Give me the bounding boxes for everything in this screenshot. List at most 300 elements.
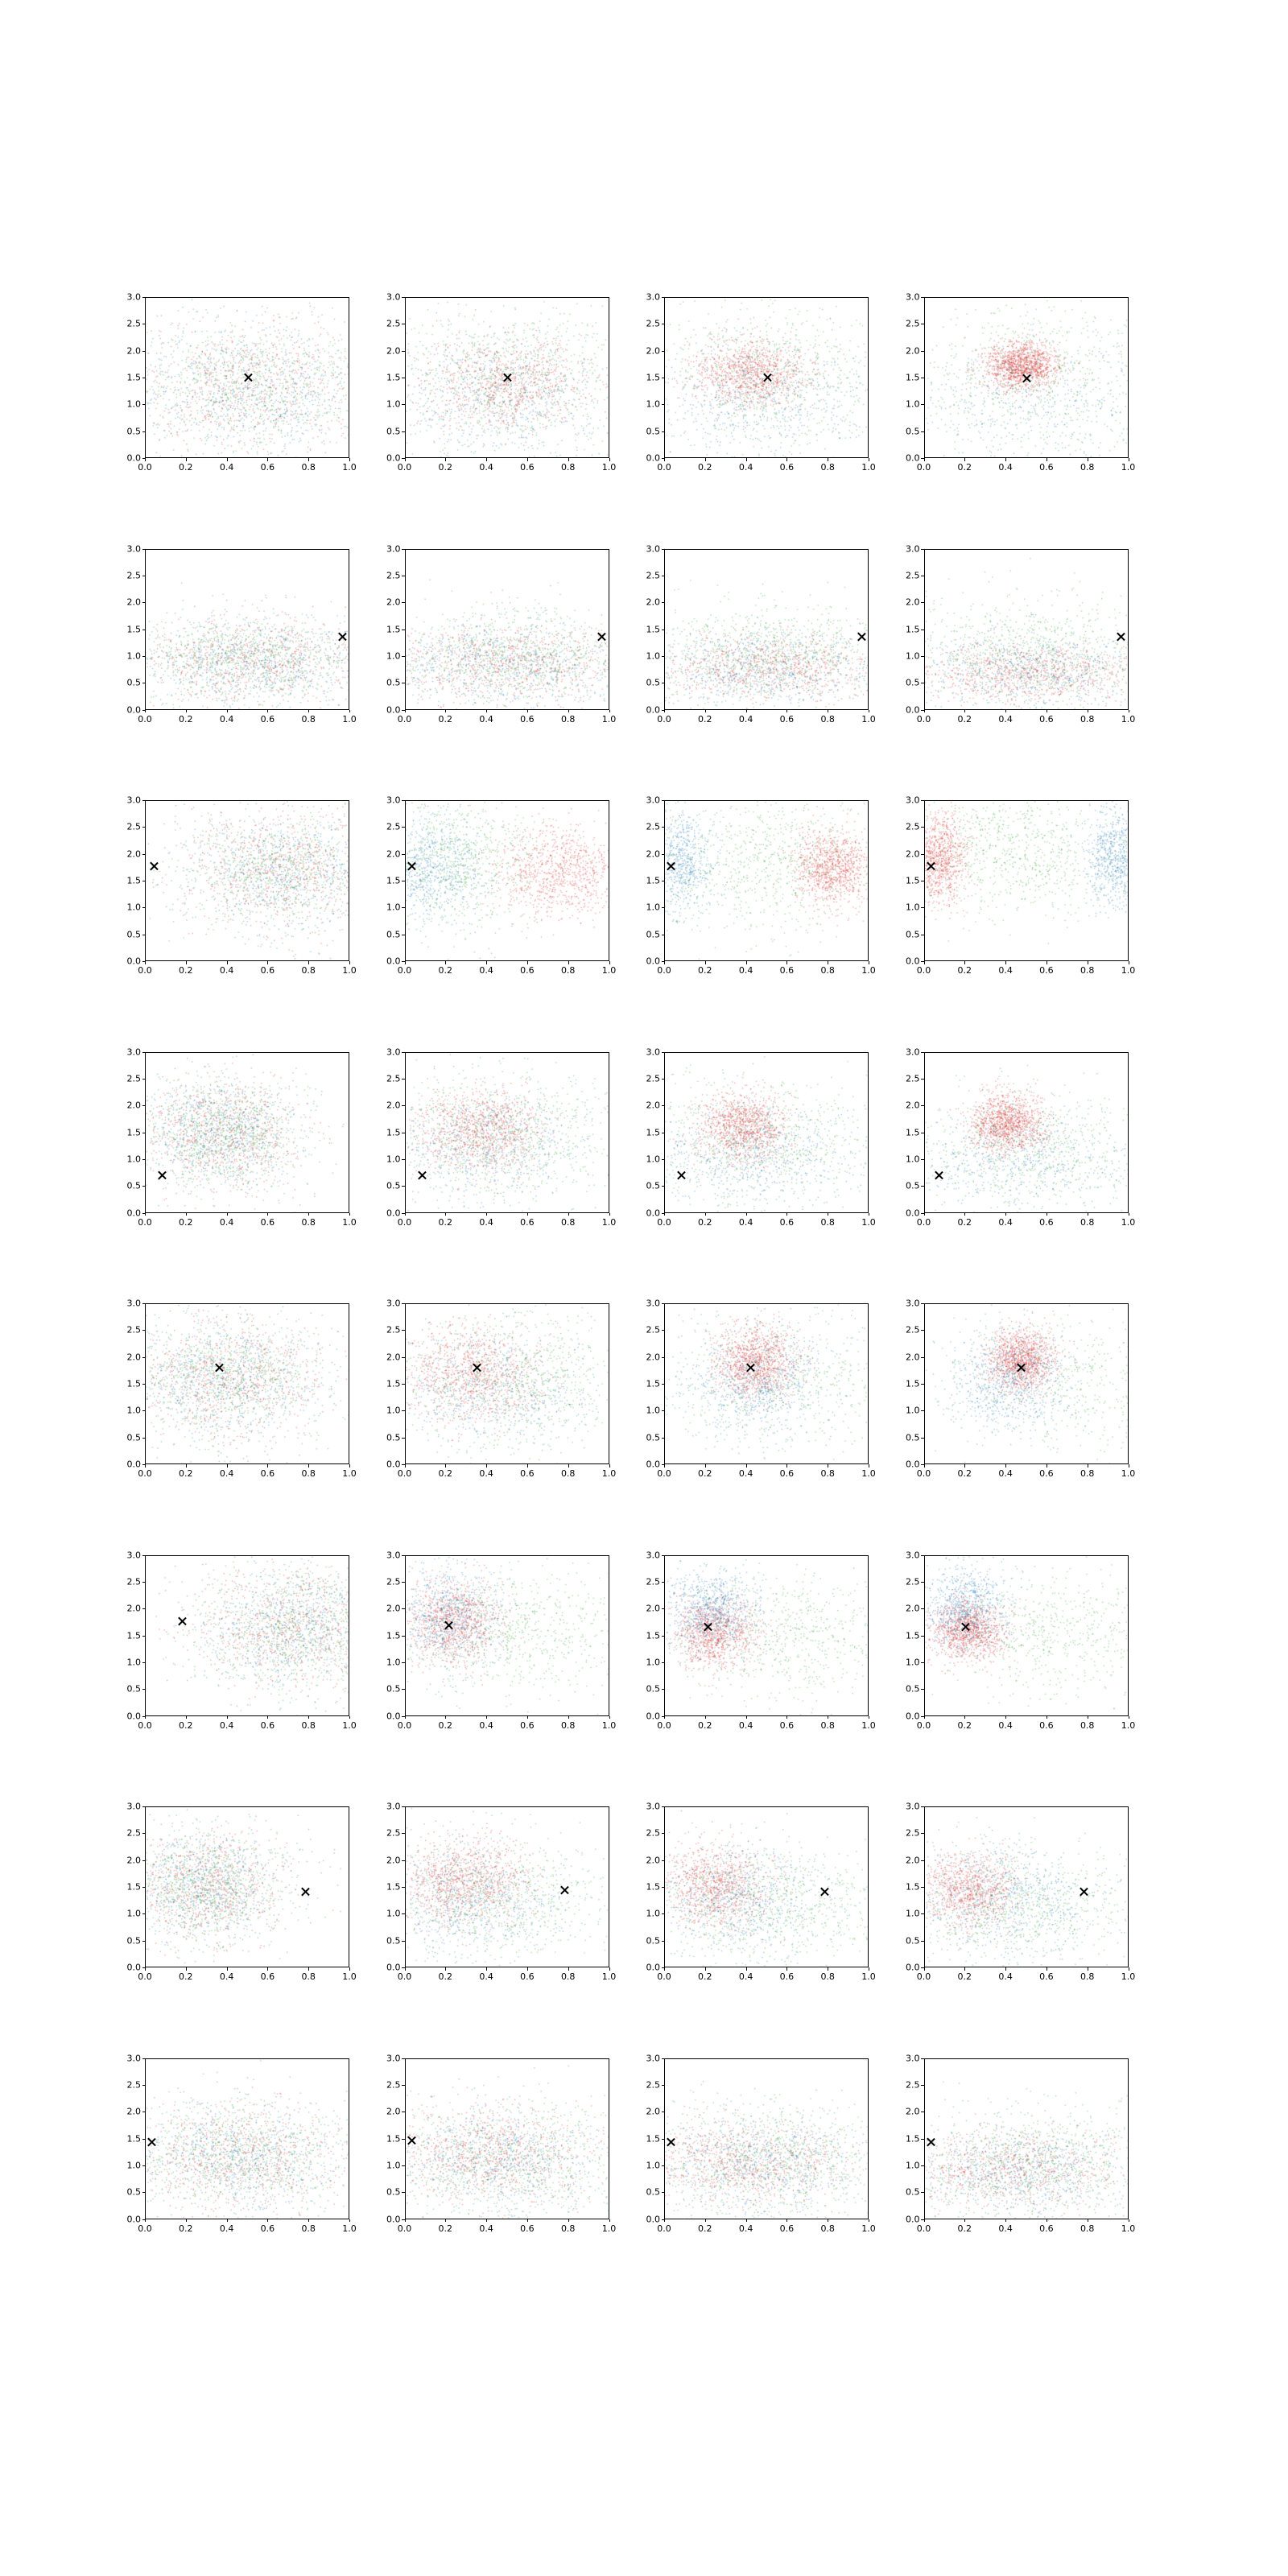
- x-tick-label: 0.0: [138, 1971, 152, 1982]
- y-tick-label: 2.5: [386, 2079, 401, 2091]
- x-tick-label: 0.0: [397, 1719, 412, 1731]
- x-tick-mark: [786, 961, 787, 964]
- y-tick-mark: [921, 351, 924, 352]
- x-tick-mark: [267, 2219, 268, 2223]
- x-tick-label: 0.6: [1039, 1216, 1054, 1228]
- y-tick-label: 1.0: [386, 650, 401, 662]
- y-tick-mark: [142, 351, 146, 352]
- x-tick-label: 1.0: [342, 1216, 357, 1228]
- y-tick-label: 0.5: [906, 929, 920, 940]
- y-tick-label: 1.0: [906, 902, 920, 913]
- x-tick-label: 0.6: [1039, 965, 1054, 976]
- y-tick-mark: [662, 1689, 665, 1690]
- x-tick-mark: [145, 1716, 146, 1719]
- x-tick-mark: [405, 1967, 406, 1971]
- x-tick-mark: [349, 2219, 350, 2223]
- y-tick-label: 2.0: [646, 1100, 660, 1111]
- y-tick-mark: [921, 1860, 924, 1861]
- y-tick-label: 1.0: [386, 902, 401, 913]
- y-tick-label: 2.5: [906, 821, 920, 832]
- x-tick-label: 1.0: [861, 462, 876, 473]
- y-tick-label: 0.5: [906, 1180, 920, 1191]
- x-tick-label: 0.6: [260, 713, 275, 724]
- y-tick-mark: [921, 656, 924, 657]
- y-tick-mark: [402, 1806, 405, 1807]
- y-tick-label: 1.0: [646, 1908, 660, 1919]
- y-tick-mark: [921, 1186, 924, 1187]
- y-tick-label: 1.0: [646, 1405, 660, 1416]
- x-tick-label: 0.4: [219, 1468, 234, 1479]
- y-tick-mark: [142, 1186, 146, 1187]
- scatter-panel[interactable]: [646, 2053, 876, 2234]
- x-tick-label: 0.6: [779, 965, 795, 976]
- scatter-points: [406, 2059, 609, 2219]
- y-tick-label: 1.5: [126, 875, 141, 886]
- x-tick-label: 0.4: [479, 713, 493, 724]
- x-tick-label: 0.0: [138, 1216, 152, 1228]
- scatter-points: [925, 1807, 1129, 1967]
- x-tick-label: 0.0: [397, 713, 412, 724]
- x-tick-label: 0.4: [738, 1719, 753, 1731]
- y-tick-mark: [662, 1860, 665, 1861]
- x-tick-label: 0.4: [738, 1468, 753, 1479]
- scatter-points: [665, 1053, 869, 1213]
- y-tick-label: 0.5: [126, 2186, 141, 2198]
- plot-area: [924, 1555, 1129, 1716]
- y-tick-label: 1.0: [386, 1657, 401, 1668]
- x-tick-label: 0.2: [438, 1468, 453, 1479]
- x-tick-label: 0.6: [779, 1468, 795, 1479]
- y-tick-mark: [142, 1887, 146, 1888]
- x-tick-label: 0.2: [179, 2223, 193, 2234]
- y-tick-mark: [402, 1357, 405, 1358]
- y-tick-label: 2.0: [646, 1855, 660, 1866]
- plot-area: [405, 800, 609, 961]
- plot-area: [145, 297, 349, 458]
- y-tick-label: 1.5: [646, 1127, 660, 1137]
- y-tick-label: 2.5: [646, 570, 660, 581]
- x-tick-label: 0.4: [479, 965, 493, 976]
- scatter-panel[interactable]: [126, 795, 357, 976]
- scatter-panel[interactable]: [386, 1801, 617, 1982]
- x-tick-mark: [227, 710, 228, 713]
- y-tick-mark: [402, 1662, 405, 1663]
- x-tick-label: 0.2: [438, 965, 453, 976]
- y-tick-label: 1.0: [126, 2160, 141, 2171]
- x-tick-label: 1.0: [861, 713, 876, 724]
- x-tick-label: 0.0: [397, 1216, 412, 1228]
- x-tick-label: 0.0: [916, 1216, 931, 1228]
- y-tick-mark: [662, 1833, 665, 1834]
- x-tick-mark: [445, 458, 446, 461]
- x-tick-mark: [486, 2219, 487, 2223]
- y-tick-label: 1.0: [386, 1908, 401, 1919]
- scatter-panel[interactable]: [126, 1046, 357, 1228]
- y-tick-mark: [402, 2058, 405, 2059]
- scatter-panel[interactable]: [386, 2053, 617, 2234]
- y-tick-mark: [662, 1608, 665, 1609]
- y-tick-label: 2.0: [126, 1603, 141, 1614]
- y-tick-label: 0.5: [386, 1432, 401, 1443]
- x-tick-label: 0.6: [520, 1719, 535, 1731]
- x-tick-label: 0.8: [820, 1216, 835, 1228]
- plot-area: [664, 1052, 869, 1213]
- y-tick-label: 2.5: [906, 318, 920, 329]
- scatter-panel[interactable]: [646, 1298, 876, 1479]
- scatter-points: [406, 550, 609, 710]
- y-tick-label: 0.0: [386, 1962, 401, 1973]
- y-tick-label: 3.0: [906, 543, 920, 554]
- y-tick-label: 2.0: [126, 1352, 141, 1363]
- y-tick-label: 2.0: [386, 1352, 401, 1363]
- x-tick-label: 0.4: [998, 1971, 1013, 1982]
- y-tick-label: 1.0: [386, 1405, 401, 1416]
- x-tick-mark: [227, 1464, 228, 1468]
- y-tick-mark: [662, 1582, 665, 1583]
- x-tick-mark: [1005, 1716, 1006, 1719]
- x-tick-mark: [527, 710, 528, 713]
- x-tick-label: 0.2: [698, 1216, 712, 1228]
- scatter-panel[interactable]: [646, 1550, 876, 1731]
- subplot-cell: [386, 286, 649, 538]
- scatter-points: [925, 2059, 1129, 2219]
- x-tick-label: 0.8: [1080, 1719, 1095, 1731]
- x-tick-mark: [964, 458, 965, 461]
- x-tick-label: 0.8: [820, 1468, 835, 1479]
- scatter-points: [406, 1556, 609, 1716]
- scatter-panel[interactable]: [386, 1046, 617, 1228]
- y-tick-label: 2.0: [906, 848, 920, 860]
- x-tick-label: 0.4: [479, 1468, 493, 1479]
- scatter-panel[interactable]: [386, 795, 617, 976]
- y-tick-label: 1.0: [906, 398, 920, 410]
- x-tick-mark: [664, 1716, 665, 1719]
- y-tick-label: 1.5: [646, 372, 660, 383]
- y-tick-label: 3.0: [386, 1046, 401, 1057]
- subplot-cell: [908, 789, 1168, 1041]
- scatter-panel[interactable]: [906, 291, 1136, 473]
- x-tick-label: 1.0: [342, 1719, 357, 1731]
- scatter-panel[interactable]: [126, 1801, 357, 1982]
- y-tick-label: 3.0: [126, 291, 141, 303]
- scatter-panel[interactable]: [906, 1801, 1136, 1982]
- scatter-panel[interactable]: [386, 291, 617, 473]
- y-tick-label: 2.0: [126, 1855, 141, 1866]
- y-tick-label: 2.5: [646, 821, 660, 832]
- y-tick-label: 2.5: [126, 2079, 141, 2091]
- x-tick-label: 0.6: [260, 1216, 275, 1228]
- y-tick-label: 2.5: [646, 1827, 660, 1839]
- y-tick-mark: [402, 1913, 405, 1914]
- scatter-panel[interactable]: [386, 543, 617, 724]
- y-tick-mark: [662, 1186, 665, 1187]
- y-tick-label: 0.5: [126, 929, 141, 940]
- y-tick-label: 1.5: [906, 372, 920, 383]
- x-tick-label: 0.4: [219, 1719, 234, 1731]
- x-tick-mark: [1005, 458, 1006, 461]
- x-tick-mark: [145, 2219, 146, 2223]
- y-tick-mark: [662, 2165, 665, 2166]
- x-tick-label: 0.0: [916, 462, 931, 473]
- y-tick-mark: [402, 1384, 405, 1385]
- x-tick-label: 0.4: [219, 2223, 234, 2234]
- x-tick-mark: [227, 961, 228, 964]
- y-tick-mark: [142, 1913, 146, 1914]
- x-tick-label: 0.0: [916, 1971, 931, 1982]
- x-tick-label: 0.8: [301, 1719, 316, 1731]
- scatter-panel[interactable]: [906, 795, 1136, 976]
- x-tick-mark: [349, 961, 350, 964]
- y-tick-mark: [402, 1689, 405, 1690]
- plot-area: [664, 1806, 869, 1967]
- x-tick-mark: [568, 1716, 569, 1719]
- y-tick-label: 0.5: [906, 2186, 920, 2198]
- plot-area: [405, 1052, 609, 1213]
- x-tick-mark: [349, 458, 350, 461]
- x-tick-label: 0.8: [1080, 965, 1095, 976]
- x-tick-label: 1.0: [601, 462, 617, 473]
- x-tick-label: 0.4: [998, 2223, 1013, 2234]
- x-tick-mark: [349, 710, 350, 713]
- y-tick-mark: [402, 2139, 405, 2140]
- scatter-panel[interactable]: [646, 291, 876, 473]
- x-tick-label: 0.8: [820, 1719, 835, 1731]
- scatter-panel[interactable]: [906, 543, 1136, 724]
- y-tick-label: 0.0: [906, 704, 920, 715]
- scatter-points: [406, 298, 609, 458]
- scatter-panel[interactable]: [646, 1801, 876, 1982]
- y-tick-mark: [142, 549, 146, 550]
- scatter-panel[interactable]: [126, 1298, 357, 1479]
- y-tick-label: 2.5: [646, 1073, 660, 1084]
- x-tick-label: 0.2: [957, 713, 972, 724]
- x-tick-mark: [186, 961, 187, 964]
- y-tick-label: 3.0: [126, 1046, 141, 1057]
- y-tick-mark: [921, 1438, 924, 1439]
- x-tick-label: 0.6: [779, 1216, 795, 1228]
- y-tick-label: 0.0: [646, 1459, 660, 1470]
- y-tick-mark: [921, 1330, 924, 1331]
- y-tick-label: 0.5: [646, 677, 660, 688]
- y-tick-label: 3.0: [126, 1298, 141, 1309]
- scatter-points: [146, 1304, 349, 1464]
- y-tick-mark: [921, 1555, 924, 1556]
- y-tick-mark: [142, 907, 146, 908]
- y-tick-label: 1.0: [646, 2160, 660, 2171]
- x-tick-label: 1.0: [1121, 1216, 1136, 1228]
- x-tick-label: 0.8: [301, 1468, 316, 1479]
- x-tick-mark: [267, 1967, 268, 1971]
- x-tick-mark: [486, 710, 487, 713]
- x-tick-mark: [145, 961, 146, 964]
- x-tick-label: 0.4: [219, 1971, 234, 1982]
- x-tick-label: 0.0: [916, 965, 931, 976]
- y-tick-mark: [921, 602, 924, 603]
- y-tick-label: 1.5: [906, 1881, 920, 1893]
- scatter-panel[interactable]: [126, 1550, 357, 1731]
- x-tick-label: 1.0: [601, 1719, 617, 1731]
- x-tick-label: 0.6: [520, 2223, 535, 2234]
- x-tick-mark: [705, 1464, 706, 1468]
- y-tick-label: 2.0: [126, 1100, 141, 1111]
- plot-area: [145, 1806, 349, 1967]
- x-tick-mark: [527, 2219, 528, 2223]
- scatter-panel[interactable]: [126, 543, 357, 724]
- x-tick-label: 0.8: [1080, 1468, 1095, 1479]
- plot-area: [405, 1806, 609, 1967]
- x-tick-mark: [746, 1464, 747, 1468]
- y-tick-label: 0.0: [126, 956, 141, 967]
- x-tick-label: 0.4: [219, 1216, 234, 1228]
- scatter-panel[interactable]: [906, 1046, 1136, 1228]
- x-tick-mark: [527, 1464, 528, 1468]
- y-tick-mark: [142, 1689, 146, 1690]
- x-tick-mark: [664, 1213, 665, 1216]
- y-tick-mark: [142, 1608, 146, 1609]
- x-tick-mark: [1005, 2219, 1006, 2223]
- x-tick-label: 0.0: [657, 713, 671, 724]
- x-tick-label: 0.8: [1080, 462, 1095, 473]
- y-tick-mark: [142, 1806, 146, 1807]
- scatter-panel[interactable]: [646, 1046, 876, 1228]
- x-tick-label: 0.2: [179, 1719, 193, 1731]
- x-tick-label: 0.2: [957, 462, 972, 473]
- x-tick-label: 0.4: [738, 1971, 753, 1982]
- scatter-panel[interactable]: [646, 795, 876, 976]
- y-tick-mark: [662, 1357, 665, 1358]
- y-tick-mark: [662, 2058, 665, 2059]
- x-tick-label: 0.8: [820, 462, 835, 473]
- scatter-panel[interactable]: [906, 1550, 1136, 1731]
- y-tick-mark: [402, 404, 405, 405]
- x-tick-mark: [746, 2219, 747, 2223]
- y-tick-mark: [402, 1582, 405, 1583]
- x-tick-label: 0.2: [957, 1216, 972, 1228]
- x-tick-mark: [527, 961, 528, 964]
- subplot-cell: [908, 286, 1168, 538]
- x-tick-label: 0.2: [957, 2223, 972, 2234]
- x-tick-mark: [705, 1213, 706, 1216]
- x-tick-label: 0.6: [1039, 713, 1054, 724]
- y-tick-label: 0.5: [126, 1683, 141, 1695]
- scatter-points: [146, 1053, 349, 1213]
- y-tick-label: 3.0: [906, 291, 920, 303]
- x-tick-mark: [445, 1967, 446, 1971]
- y-tick-label: 2.5: [646, 1576, 660, 1587]
- x-tick-mark: [924, 961, 925, 964]
- y-tick-mark: [921, 1357, 924, 1358]
- x-tick-label: 1.0: [1121, 1971, 1136, 1982]
- x-tick-label: 0.0: [657, 965, 671, 976]
- x-tick-label: 0.8: [560, 1468, 576, 1479]
- x-tick-label: 0.4: [479, 1216, 493, 1228]
- y-tick-mark: [662, 1079, 665, 1080]
- y-tick-mark: [662, 1555, 665, 1556]
- y-tick-label: 2.0: [386, 345, 401, 357]
- subplot-cell: [126, 286, 389, 538]
- y-tick-mark: [402, 602, 405, 603]
- scatter-panel[interactable]: [646, 543, 876, 724]
- y-tick-label: 0.0: [386, 1459, 401, 1470]
- y-tick-label: 3.0: [906, 1046, 920, 1057]
- plot-area: [664, 549, 869, 710]
- x-tick-label: 0.2: [698, 462, 712, 473]
- subplot-cell: [648, 1292, 908, 1544]
- y-tick-label: 3.0: [906, 1550, 920, 1560]
- y-tick-mark: [142, 1303, 146, 1304]
- y-tick-label: 2.5: [126, 570, 141, 581]
- scatter-points: [665, 2059, 869, 2219]
- y-tick-mark: [402, 1159, 405, 1160]
- y-tick-label: 0.5: [646, 1180, 660, 1191]
- x-tick-mark: [705, 2219, 706, 2223]
- x-tick-mark: [1046, 961, 1047, 964]
- y-tick-label: 1.5: [906, 1378, 920, 1389]
- y-tick-label: 2.0: [126, 345, 141, 357]
- scatter-panel[interactable]: [126, 2053, 357, 2234]
- x-tick-label: 0.0: [397, 965, 412, 976]
- x-tick-mark: [1046, 710, 1047, 713]
- x-tick-mark: [1046, 1213, 1047, 1216]
- scatter-panel[interactable]: [906, 1298, 1136, 1479]
- x-tick-mark: [186, 458, 187, 461]
- y-tick-label: 1.0: [126, 1657, 141, 1668]
- scatter-panel[interactable]: [386, 1298, 617, 1479]
- x-tick-label: 1.0: [342, 965, 357, 976]
- y-tick-mark: [402, 1105, 405, 1106]
- scatter-panel[interactable]: [126, 291, 357, 473]
- y-tick-label: 2.5: [646, 318, 660, 329]
- scatter-points: [665, 1304, 869, 1464]
- y-tick-label: 0.5: [386, 1683, 401, 1695]
- x-tick-mark: [924, 1716, 925, 1719]
- y-tick-label: 3.0: [126, 1550, 141, 1560]
- x-tick-label: 0.8: [560, 965, 576, 976]
- x-tick-label: 0.6: [779, 462, 795, 473]
- x-tick-mark: [445, 2219, 446, 2223]
- x-tick-label: 1.0: [1121, 2223, 1136, 2234]
- y-tick-label: 2.0: [386, 1100, 401, 1111]
- y-tick-label: 1.0: [906, 1154, 920, 1165]
- y-tick-mark: [921, 1384, 924, 1385]
- subplot-cell: [908, 2047, 1168, 2299]
- subplot-grid: [126, 286, 1167, 2298]
- x-tick-label: 0.4: [998, 965, 1013, 976]
- scatter-panel[interactable]: [906, 2053, 1136, 2234]
- x-tick-mark: [1005, 1213, 1006, 1216]
- scatter-points: [406, 1807, 609, 1967]
- x-tick-label: 0.6: [1039, 1468, 1054, 1479]
- plot-area: [924, 1806, 1129, 1967]
- y-tick-mark: [921, 297, 924, 298]
- y-tick-label: 1.5: [906, 1127, 920, 1137]
- x-tick-label: 0.0: [397, 1971, 412, 1982]
- x-tick-mark: [964, 1967, 965, 1971]
- x-tick-label: 0.4: [738, 2223, 753, 2234]
- y-tick-label: 2.0: [906, 1100, 920, 1111]
- x-tick-label: 0.8: [820, 965, 835, 976]
- y-tick-label: 0.0: [646, 956, 660, 967]
- x-tick-label: 0.2: [179, 713, 193, 724]
- x-tick-mark: [964, 1213, 965, 1216]
- scatter-points: [665, 801, 869, 961]
- x-tick-mark: [145, 710, 146, 713]
- x-tick-mark: [705, 1967, 706, 1971]
- y-tick-label: 1.0: [646, 1657, 660, 1668]
- scatter-panel[interactable]: [386, 1550, 617, 1731]
- y-tick-label: 0.0: [126, 2214, 141, 2224]
- x-tick-mark: [267, 1213, 268, 1216]
